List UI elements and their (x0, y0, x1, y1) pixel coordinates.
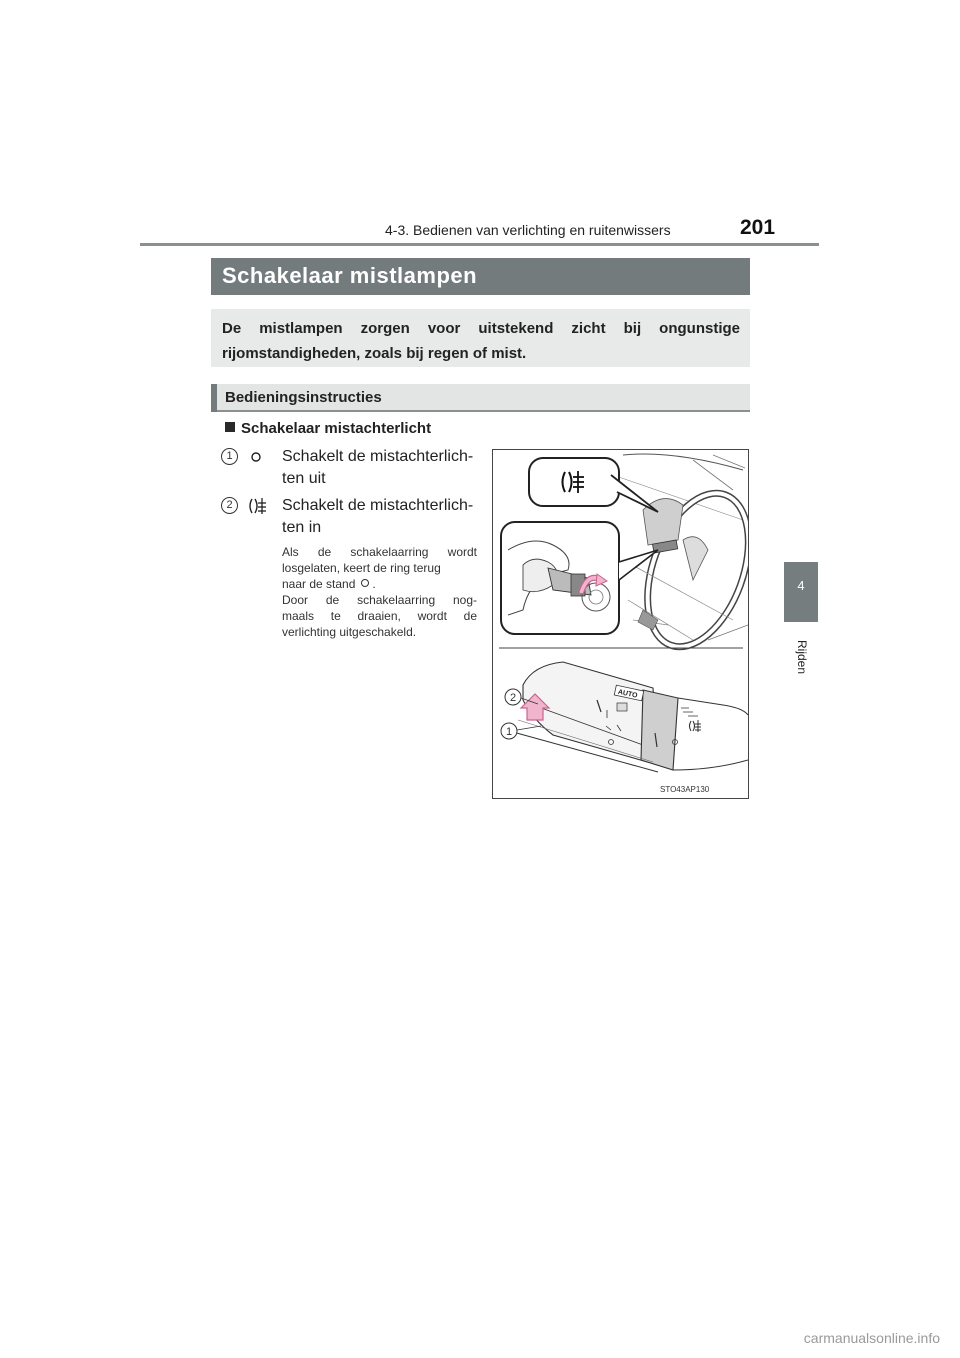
intro-text: De mistlampen zorgen voor uitstekend zicht bij ongunstige rijomstandigheden, zoals bij regen of mist. (222, 320, 740, 362)
item-2-line-2: ten in (282, 519, 322, 536)
fog-off-ring-icon (361, 579, 369, 587)
item-1-line-1: Schakelt de mistachterlich- (282, 448, 474, 465)
note-line-1: Als de schakelaarring wordt (282, 545, 477, 559)
note-line-5: maals te draaien, wordt de (282, 609, 477, 623)
item-2-text (282, 495, 473, 539)
auto-label: AUTO (617, 688, 638, 700)
item-2-line-1: Schakelt de mistachterlich- (282, 497, 474, 514)
section-title: Schakelaar mistlampen (222, 263, 478, 288)
chapter-tab-number: 4 (797, 578, 805, 593)
subsection-title: Bedieningsinstructies (225, 389, 382, 406)
illustration-frame (492, 449, 749, 799)
subsection-accent (211, 384, 217, 412)
item-number-1: 1 (221, 448, 238, 465)
note-line-3: naar de stand . (282, 577, 376, 591)
header-divider (140, 243, 819, 246)
chapter-title: 4-3. Bedienen van verlichting en ruitenwissers (385, 222, 671, 238)
callout-2: 2 (510, 692, 517, 704)
fog-switch-illustration (493, 450, 748, 798)
item-1-text (282, 446, 473, 490)
note-block (282, 544, 477, 640)
item-1-line-2: ten uit (282, 470, 326, 487)
callout-1: 1 (506, 726, 513, 738)
rear-fog-lamp-icon (246, 496, 268, 516)
rear-fog-lamp-icon (690, 720, 702, 732)
rear-fog-heading (225, 420, 431, 437)
watermark: carmanualsonline.info (803, 1330, 940, 1346)
chapter-tab-label: Rijden (795, 639, 809, 675)
note-line-4: Door de schakelaarring nog- (282, 593, 477, 607)
note-line-2: losgelaten, keert de ring terug (282, 561, 441, 575)
fog-off-ring-icon (250, 451, 262, 463)
item-number-2: 2 (221, 497, 238, 514)
square-bullet-icon (225, 422, 235, 432)
page-number: 201 (740, 216, 776, 239)
figure-code: STO43AP130 (660, 785, 710, 794)
rear-fog-heading-text: Schakelaar mistachterlicht (241, 420, 432, 437)
note-line-6: verlichting uitgeschakeld. (282, 625, 417, 639)
